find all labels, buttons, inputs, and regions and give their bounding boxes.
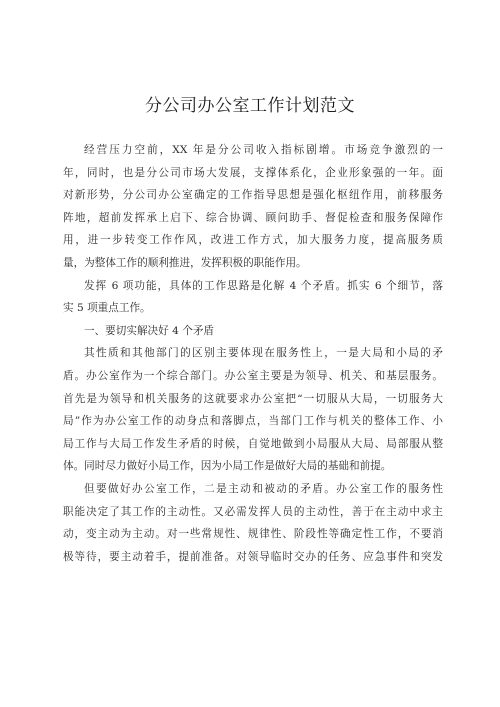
text-line: 量，为整体工作的顺利推进，发挥积极的职能作用。 — [63, 256, 307, 269]
text-line: 职能决定了其工作的主动性。又必需发挥人员的主动性，善于在主动中求主 — [63, 505, 443, 518]
text-line: 阵地，超前发挥承上启下、综合协调、顾问助手、督促检查和服务保障作 — [63, 211, 443, 224]
text-line: 盾。办公室作为一个综合部门。办公室主要是为领导、机关、和基层服务。 — [63, 369, 443, 382]
text-line: 年，同时，也是分公司市场大发展，支撑体系化，企业形象强的一年。面 — [63, 166, 443, 179]
text-line: 经营压力空前，XX 年是分公司收入指标剧增。市场竞争激烈的一 — [84, 144, 443, 156]
section-heading: 一、要切实解决好 4 个矛盾 — [84, 324, 215, 337]
text-line: 对新形势，分公司办公室确定的工作指导思想是强化枢纽作用，前移服务 — [63, 189, 443, 202]
paragraph-4 — [63, 478, 443, 568]
text-line: 但要做好办公室工作，二是主动和被动的矛盾。办公室工作的服务性 — [84, 482, 443, 495]
document-title: 分公司办公室工作计划范文 — [145, 96, 355, 116]
section-heading-1 — [63, 320, 443, 343]
paragraph-1 — [63, 139, 443, 275]
paragraph-3 — [63, 342, 443, 478]
text-line: 局”作为办公室工作的动身点和落脚点，当部门工作与机关的整体工作、小 — [63, 415, 443, 428]
text-line: 实 5 项重点工作。 — [63, 302, 151, 315]
text-line: 其性质和其他部门的区别主要体现在服务性上，一是大局和小局的矛 — [84, 347, 443, 360]
text-line: 体。同时尽力做好小局工作，因为小局工作是做好大局的基础和前提。 — [63, 460, 392, 473]
text-line: 极等待，要主动着手，提前准备。对领导临时交办的任务、应急事件和突发 — [63, 550, 443, 563]
text-line: 发挥 6 项功能，具体的工作思路是化解 4 个矛盾。抓实 6 个细节，落 — [84, 279, 443, 292]
paragraph-2 — [63, 275, 443, 320]
text-line: 用，进一步转变工作作风，改进工作方式，加大服务力度，提高服务质 — [63, 234, 443, 247]
text-line: 局工作与大局工作发生矛盾的时候，自觉地做到小局服从大局、局部服从整 — [63, 437, 443, 450]
document-body — [63, 139, 443, 568]
text-line: 首先是为领导和机关服务的这就要求办公室把“一切服从大局，一切服务大 — [63, 392, 443, 405]
text-line: 动，变主动为主动。对一些常规性、规律性、阶段性等确定性工作，不要消 — [63, 528, 443, 541]
